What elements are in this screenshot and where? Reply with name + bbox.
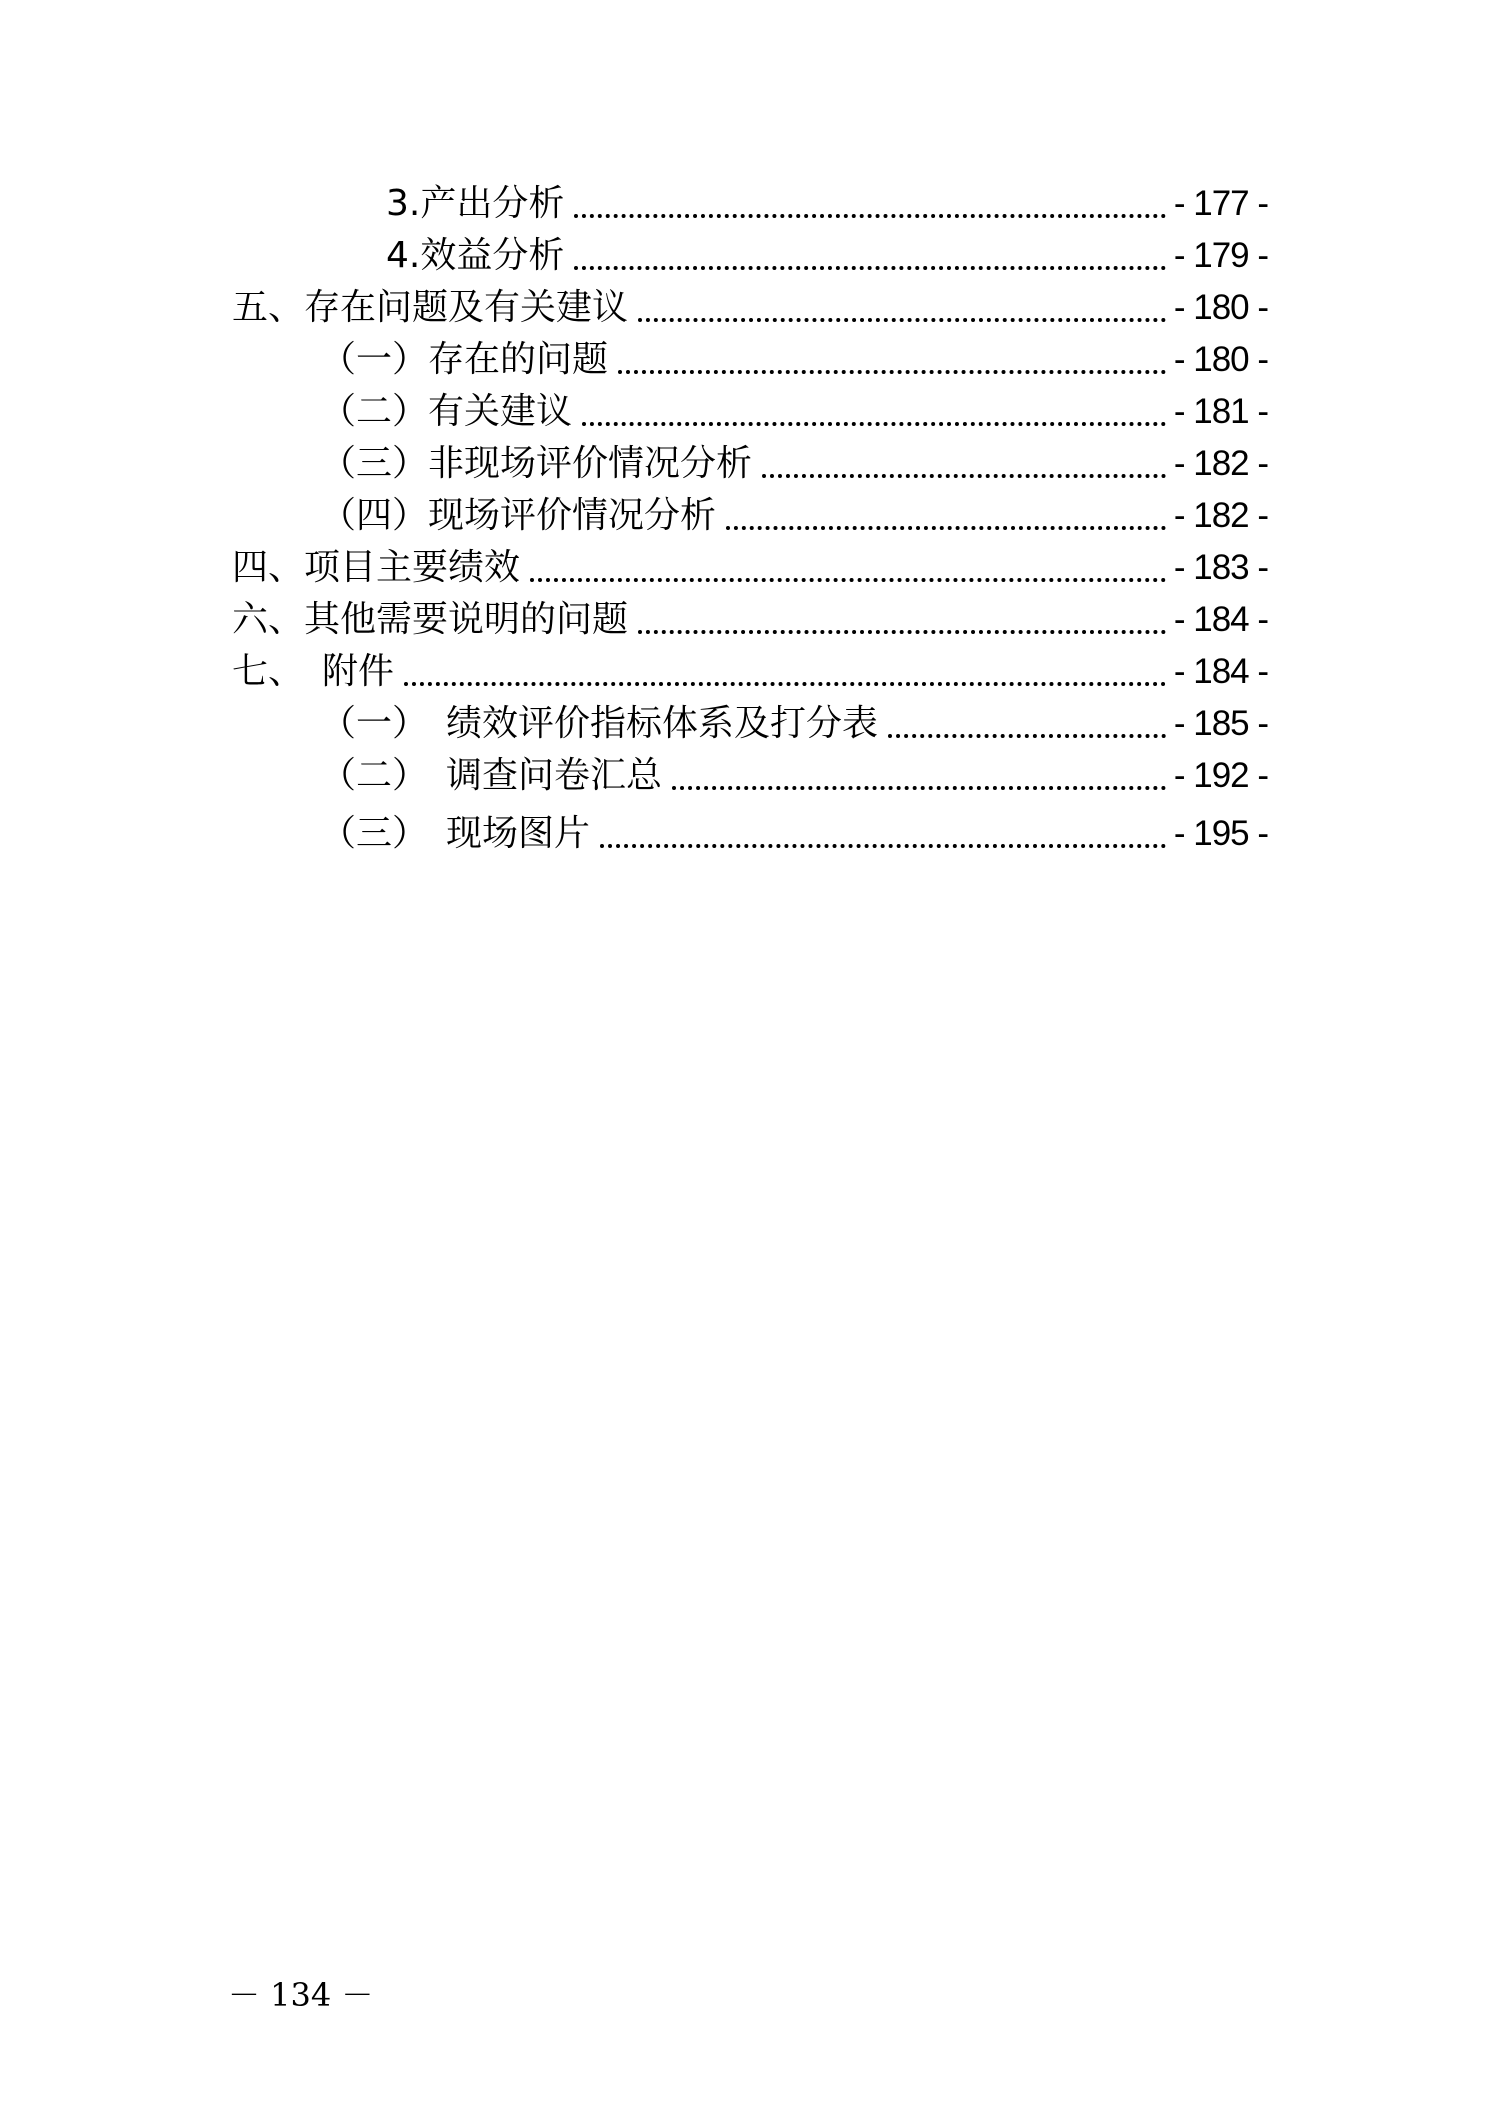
toc-entry-page: - 184 - — [1173, 600, 1268, 639]
toc-entry-page: - 182 - — [1173, 496, 1268, 535]
toc-entry[interactable] — [232, 282, 1268, 334]
toc-entry-page: - 181 - — [1173, 392, 1268, 431]
toc-entry[interactable] — [320, 438, 1268, 490]
toc-entry-page: - 195 - — [1173, 814, 1268, 853]
toc-entry-label: （二）有关建议 — [320, 391, 573, 432]
toc-entry-label: 4.效益分析 — [386, 235, 565, 276]
toc-entry[interactable] — [386, 230, 1268, 282]
toc-entry[interactable] — [232, 594, 1268, 646]
toc-entry[interactable] — [232, 542, 1268, 594]
dot-leader — [574, 266, 1165, 270]
toc-entry-label: 七、 附件 — [232, 651, 395, 692]
toc-entry-label: （四）现场评价情况分析 — [320, 495, 717, 536]
toc-entry-page: - 184 - — [1173, 652, 1268, 691]
toc-entry[interactable] — [320, 698, 1268, 750]
toc-entry-label: （三） 现场图片 — [320, 813, 591, 854]
toc-entry-label: 四、项目主要绩效 — [232, 547, 521, 588]
toc-entry-label: （一） 绩效评价指标体系及打分表 — [320, 703, 879, 744]
toc-entry-page: - 179 - — [1173, 236, 1268, 275]
toc-entry-page: - 192 - — [1173, 756, 1268, 795]
dot-leader — [726, 526, 1166, 530]
toc-entry[interactable] — [320, 808, 1268, 860]
toc-entry-page: - 180 - — [1173, 288, 1268, 327]
toc-entry-label: 五、存在问题及有关建议 — [232, 287, 629, 328]
toc-entry[interactable] — [320, 750, 1268, 802]
toc-entry-label: 3.产出分析 — [386, 183, 565, 224]
toc-entry[interactable] — [232, 646, 1268, 698]
dot-leader — [600, 844, 1166, 848]
dot-leader — [530, 578, 1166, 582]
toc-entry[interactable] — [320, 386, 1268, 438]
dot-leader — [404, 682, 1166, 686]
dot-leader — [638, 630, 1166, 634]
toc-entry-page: - 182 - — [1173, 444, 1268, 483]
page-number: － 134 － — [228, 1976, 374, 2014]
toc-entry[interactable] — [386, 178, 1268, 230]
toc-entry-label: （二） 调查问卷汇总 — [320, 755, 663, 796]
toc-entry-page: - 183 - — [1173, 548, 1268, 587]
toc-entry[interactable] — [320, 334, 1268, 386]
dot-leader — [888, 734, 1166, 738]
toc-entry-label: （一）存在的问题 — [320, 339, 609, 380]
toc-entry-page: - 185 - — [1173, 704, 1268, 743]
toc-entry-page: - 177 - — [1173, 184, 1268, 223]
dot-leader — [574, 214, 1165, 218]
toc-entry[interactable] — [320, 490, 1268, 542]
dot-leader — [638, 318, 1166, 322]
dot-leader — [762, 474, 1166, 478]
dot-leader — [672, 786, 1166, 790]
toc-entry-label: （三）非现场评价情况分析 — [320, 443, 753, 484]
dot-leader — [582, 422, 1166, 426]
dot-leader — [618, 370, 1166, 374]
toc-entry-label: 六、其他需要说明的问题 — [232, 599, 629, 640]
toc-entry-page: - 180 - — [1173, 340, 1268, 379]
